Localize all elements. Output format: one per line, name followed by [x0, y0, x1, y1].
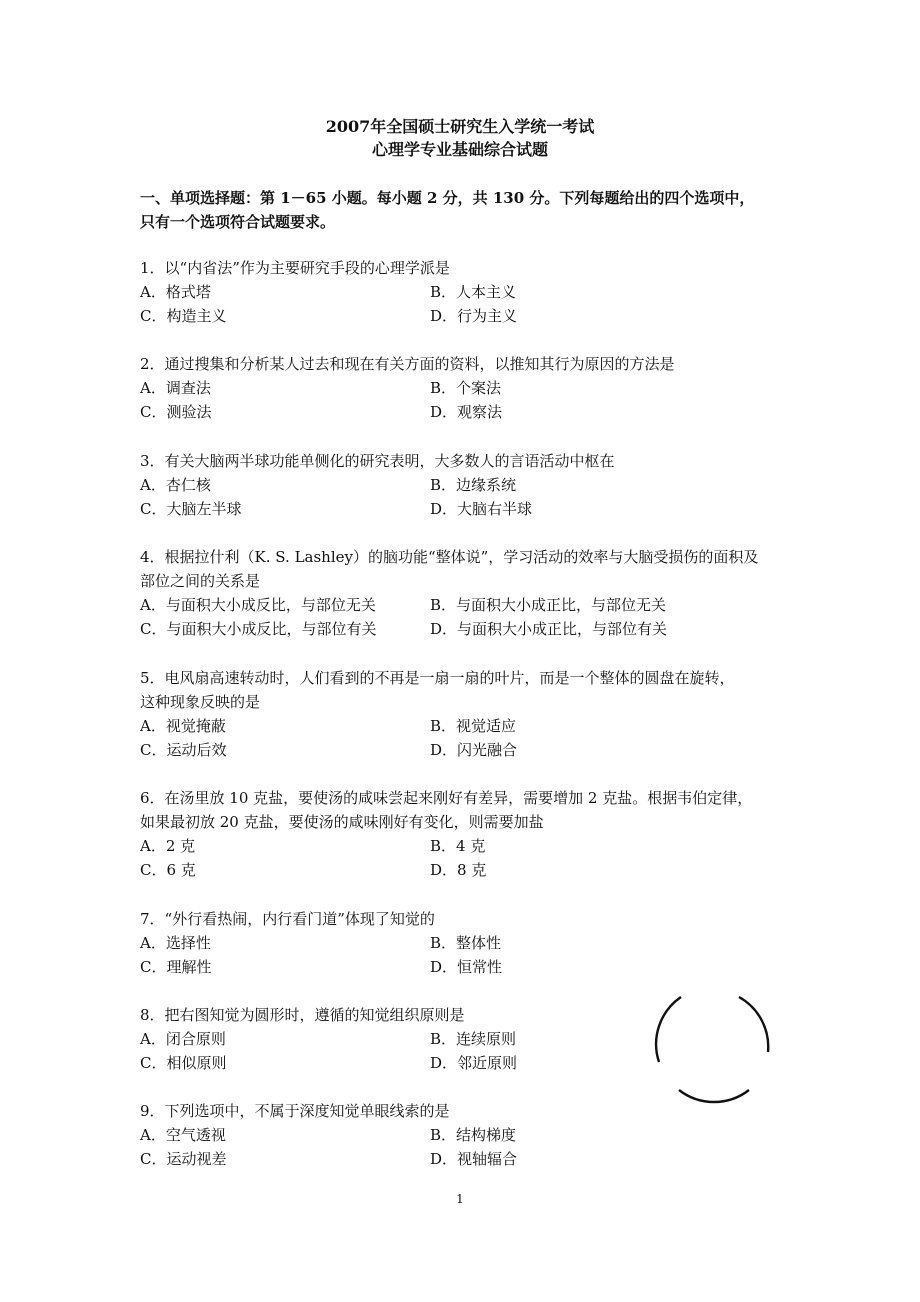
- option-a: A．选择性: [140, 934, 211, 952]
- option-d: D．邻近原则: [430, 1054, 518, 1072]
- question-stem: 7．“外行看热闹，内行看门道”体现了知觉的: [140, 910, 435, 928]
- arc-left: [656, 997, 681, 1062]
- option-a: A．空气透视: [140, 1126, 226, 1144]
- question-stem: 2．通过搜集和分析某人过去和现在有关方面的资料，以推知其行为原因的方法是: [140, 355, 675, 373]
- option-b: B．个案法: [430, 379, 502, 397]
- question-7: [140, 907, 790, 979]
- question-9: [140, 1099, 790, 1171]
- option-c: C．运动视差: [140, 1150, 227, 1168]
- option-c: C．大脑左半球: [140, 500, 242, 518]
- broken-circle-figure: [652, 992, 776, 1108]
- option-d: D．恒常性: [430, 958, 503, 976]
- section-instructions: [140, 186, 790, 234]
- question-options: [140, 834, 790, 882]
- question-6: [140, 786, 790, 882]
- option-a: A．闭合原则: [140, 1030, 226, 1048]
- question-stem: 8．把右图知觉为圆形时，遵循的知觉组织原则是: [140, 1006, 465, 1024]
- option-b: B．视觉适应: [430, 717, 517, 735]
- option-b: B．连续原则: [430, 1030, 517, 1048]
- option-d: D．闪光融合: [430, 741, 518, 759]
- option-a: A．调查法: [140, 379, 211, 397]
- option-d: D．视轴辐合: [430, 1150, 518, 1168]
- question-stem-cont: 这种现象反映的是: [140, 693, 261, 711]
- question-options: [140, 280, 790, 328]
- option-c: C．测验法: [140, 403, 212, 421]
- option-a: A．2 克: [140, 837, 196, 855]
- question-stem-cont: 如果最初放 20 克盐，要使汤的咸味刚好有变化，则需要加盐: [140, 813, 544, 831]
- option-c: C．构造主义: [140, 307, 227, 325]
- option-b: B．人本主义: [430, 283, 517, 301]
- option-c: C．与面积大小成反比，与部位有关: [140, 620, 377, 638]
- option-d: D．与面积大小成正比，与部位有关: [430, 620, 668, 638]
- question-3: [140, 449, 790, 521]
- question-1: [140, 256, 790, 328]
- option-d: D．行为主义: [430, 307, 518, 325]
- question-2: [140, 352, 790, 424]
- arc-right: [739, 997, 768, 1052]
- question-4: [140, 545, 790, 641]
- question-options: [140, 931, 790, 979]
- question-options: [140, 1123, 790, 1171]
- option-b: B．结构梯度: [430, 1126, 517, 1144]
- question-options: [140, 714, 790, 762]
- question-stem: 4．根据拉什利（K. S. Lashley）的脑功能“整体说”，学习活动的效率与大脑受损伤的面积及: [140, 548, 759, 566]
- question-stem-cont: 部位之间的关系是: [140, 572, 261, 590]
- question-stem: 5．电风扇高速转动时，人们看到的不再是一扇一扇的叶片，而是一个整体的圆盘在旋转，: [140, 669, 735, 687]
- option-b: B．整体性: [430, 934, 502, 952]
- section-line: 一、单项选择题：第 1－65 小题。每小题 2 分，共 130 分。下列每题给出的四个选项中，: [140, 189, 755, 207]
- exam-subtitle: 心理学专业基础综合试题: [371, 140, 548, 159]
- option-d: D．8 克: [430, 861, 487, 879]
- option-c: C．理解性: [140, 958, 212, 976]
- option-b: B．边缘系统: [430, 476, 517, 494]
- exam-title: 2007年全国硕士研究生入学统一考试: [325, 117, 595, 136]
- option-b: B．4 克: [430, 837, 486, 855]
- option-a: A．杏仁核: [140, 476, 211, 494]
- question-stem: 3．有关大脑两半球功能单侧化的研究表明，大多数人的言语活动中枢在: [140, 452, 615, 470]
- question-options: [140, 376, 790, 424]
- option-b: B．与面积大小成正比，与部位无关: [430, 596, 667, 614]
- question-stem: 9．下列选项中，不属于深度知觉单眼线索的是: [140, 1102, 450, 1120]
- question-options: [140, 473, 790, 521]
- option-a: A．视觉掩蔽: [140, 717, 226, 735]
- option-d: D．观察法: [430, 403, 503, 421]
- question-options: [140, 593, 790, 641]
- option-d: D．大脑右半球: [430, 500, 533, 518]
- question-5: [140, 666, 790, 762]
- question-stem: 6．在汤里放 10 克盐，要使汤的咸味尝起来刚好有差异，需要增加 2 克盐。根据韦伯定律，: [140, 789, 753, 807]
- option-c: C．相似原则: [140, 1054, 227, 1072]
- question-stem: 1．以“内省法”作为主要研究手段的心理学派是: [140, 259, 450, 277]
- option-a: A．与面积大小成反比，与部位无关: [140, 596, 376, 614]
- option-c: C．6 克: [140, 861, 196, 879]
- option-a: A．格式塔: [140, 283, 211, 301]
- page-number: 1: [456, 1192, 464, 1206]
- option-c: C．运动后效: [140, 741, 227, 759]
- section-line: 只有一个选项符合试题要求。: [140, 213, 336, 231]
